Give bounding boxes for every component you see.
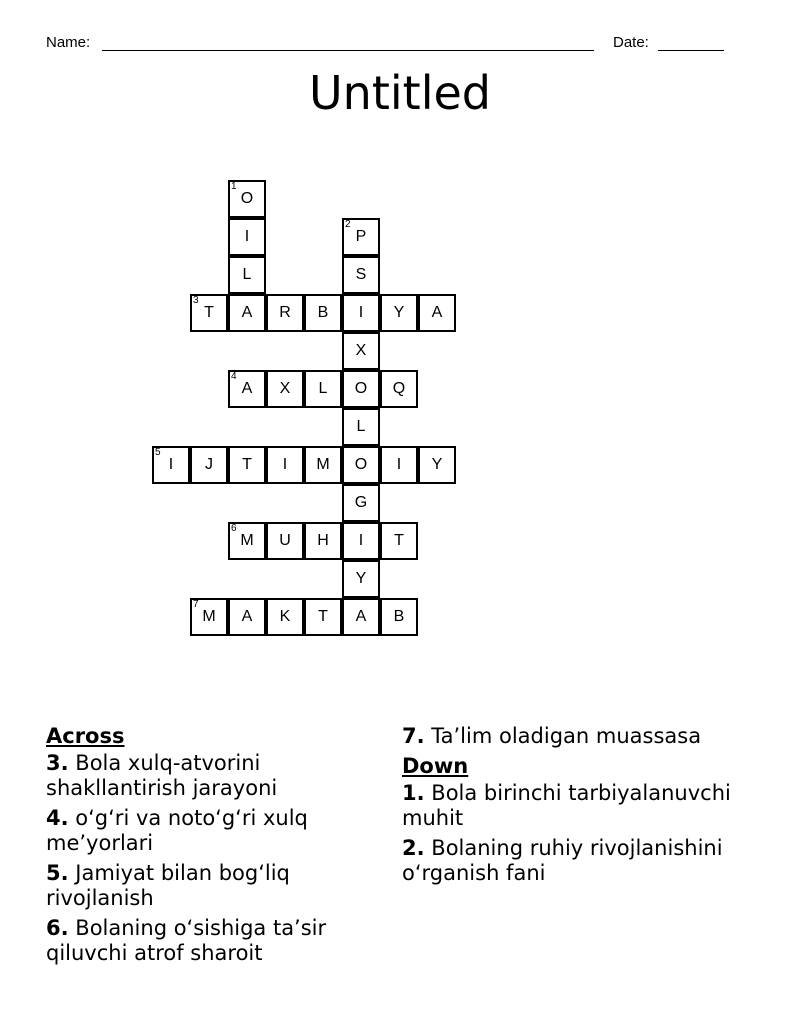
cell-number: 7 — [193, 599, 199, 610]
cell-letter: Y — [355, 570, 367, 587]
clue-down-1 — [402, 781, 742, 831]
grid-cell[interactable] — [228, 522, 266, 560]
cell-letter: T — [394, 532, 404, 549]
date-field[interactable] — [658, 50, 724, 51]
grid-cell[interactable] — [228, 180, 266, 218]
cell-letter: T — [318, 608, 328, 625]
cell-letter: U — [279, 532, 291, 549]
cell-letter: T — [242, 456, 252, 473]
cell-number: 5 — [155, 447, 161, 458]
clue-number: 6. — [46, 916, 69, 940]
cell-letter: Q — [392, 380, 406, 397]
grid-cell[interactable] — [266, 446, 304, 484]
cell-letter: R — [279, 304, 291, 321]
grid-cell[interactable] — [342, 218, 380, 256]
grid-cell[interactable] — [304, 294, 342, 332]
clue-number: 2. — [402, 836, 425, 860]
grid-cell[interactable] — [266, 598, 304, 636]
page-title: Untitled — [309, 66, 491, 120]
grid-cell[interactable] — [342, 598, 380, 636]
cell-letter: A — [241, 380, 253, 397]
across-heading: Across — [46, 724, 125, 748]
clue-text: Jamiyat bilan bog‘liq rivojlanish — [46, 861, 290, 910]
cell-letter: P — [355, 228, 367, 245]
grid-cell[interactable] — [380, 370, 418, 408]
down-heading: Down — [402, 754, 469, 778]
cell-letter: O — [354, 456, 368, 473]
grid-cell[interactable] — [228, 598, 266, 636]
grid-cell[interactable] — [304, 522, 342, 560]
clue-text: Bolaning o‘sishiga ta’sir qiluvchi atrof sharoit — [46, 916, 327, 965]
cell-letter: M — [316, 456, 330, 473]
cell-letter: I — [168, 456, 174, 473]
cell-letter: M — [240, 532, 254, 549]
grid-cell[interactable] — [228, 218, 266, 256]
grid-cell[interactable] — [418, 446, 456, 484]
cell-number: 3 — [193, 295, 199, 306]
grid-cell[interactable] — [228, 256, 266, 294]
clue-number: 7. — [402, 724, 425, 748]
grid-cell[interactable] — [380, 598, 418, 636]
grid-cell[interactable] — [304, 598, 342, 636]
clue-across-6 — [46, 916, 386, 966]
cell-letter: X — [355, 342, 367, 359]
clue-text: Bola birinchi tarbiyalanuvchi muhit — [402, 781, 731, 830]
clue-across-7 — [402, 724, 742, 749]
clue-number: 1. — [402, 781, 425, 805]
cell-number: 1 — [231, 181, 237, 192]
cell-letter: X — [279, 380, 291, 397]
cell-letter: J — [205, 456, 213, 473]
cell-letter: G — [354, 494, 368, 511]
cell-letter: L — [318, 380, 328, 397]
grid-cell[interactable] — [342, 332, 380, 370]
cell-letter: T — [204, 304, 214, 321]
grid-cell[interactable] — [228, 370, 266, 408]
grid-cell[interactable] — [266, 370, 304, 408]
cell-letter: I — [244, 228, 250, 245]
cell-letter: L — [356, 418, 366, 435]
cell-letter: Y — [393, 304, 405, 321]
grid-cell[interactable] — [380, 446, 418, 484]
clue-across-4 — [46, 806, 386, 856]
name-label: Name: — [46, 34, 91, 51]
cell-letter: I — [358, 532, 364, 549]
grid-cell[interactable] — [342, 522, 380, 560]
grid-cell[interactable] — [266, 522, 304, 560]
cell-letter: L — [242, 266, 252, 283]
cell-letter: A — [355, 608, 367, 625]
cell-letter: A — [431, 304, 443, 321]
cell-letter: B — [317, 304, 329, 321]
grid-cell[interactable] — [342, 560, 380, 598]
clue-across-3 — [46, 751, 386, 801]
clue-number: 5. — [46, 861, 69, 885]
clue-text: Bolaning ruhiy rivojlanishini o‘rganish fani — [402, 836, 723, 885]
clue-text: o‘g‘ri va noto‘g‘ri xulq me’yorlari — [46, 806, 308, 855]
clue-number: 3. — [46, 751, 69, 775]
grid-cell[interactable] — [342, 256, 380, 294]
grid-cell[interactable] — [190, 598, 228, 636]
grid-cell[interactable] — [190, 294, 228, 332]
grid-cell[interactable] — [342, 370, 380, 408]
grid-cell[interactable] — [342, 408, 380, 446]
grid-cell[interactable] — [342, 446, 380, 484]
cell-letter: B — [393, 608, 405, 625]
clues-left-column — [46, 724, 386, 971]
grid-cell[interactable] — [228, 294, 266, 332]
name-field[interactable] — [102, 50, 594, 51]
cell-letter: I — [358, 304, 364, 321]
cell-letter: O — [240, 190, 254, 207]
grid-cell[interactable] — [380, 522, 418, 560]
cell-number: 2 — [345, 219, 351, 230]
name-label-row — [46, 34, 90, 51]
cell-letter: O — [354, 380, 368, 397]
cell-letter: S — [355, 266, 367, 283]
grid-cell[interactable] — [380, 294, 418, 332]
grid-cell[interactable] — [304, 446, 342, 484]
clue-number: 4. — [46, 806, 69, 830]
grid-cell[interactable] — [190, 446, 228, 484]
cell-letter: A — [241, 304, 253, 321]
cell-letter: Y — [431, 456, 443, 473]
grid-cell[interactable] — [418, 294, 456, 332]
cell-letter: A — [241, 608, 253, 625]
grid-cell[interactable] — [304, 370, 342, 408]
grid-cell[interactable] — [228, 446, 266, 484]
clue-text: Bola xulq-atvorini shakllantirish jarayoni — [46, 751, 278, 800]
cell-number: 6 — [231, 523, 237, 534]
clue-across-5 — [46, 861, 386, 911]
grid-cell[interactable] — [342, 294, 380, 332]
cell-letter: H — [317, 532, 329, 549]
clues-right-column — [402, 724, 742, 891]
cell-letter: I — [396, 456, 402, 473]
grid-cell[interactable] — [152, 446, 190, 484]
cell-letter: K — [279, 608, 291, 625]
date-label: Date: — [613, 34, 649, 51]
grid-cell[interactable] — [342, 484, 380, 522]
cell-number: 4 — [231, 371, 237, 382]
cell-letter: I — [282, 456, 288, 473]
date-label-row — [613, 34, 649, 51]
cell-letter: M — [202, 608, 216, 625]
clue-text: Ta’lim oladigan muassasa — [431, 724, 702, 748]
clue-down-2 — [402, 836, 742, 886]
grid-cell[interactable] — [266, 294, 304, 332]
